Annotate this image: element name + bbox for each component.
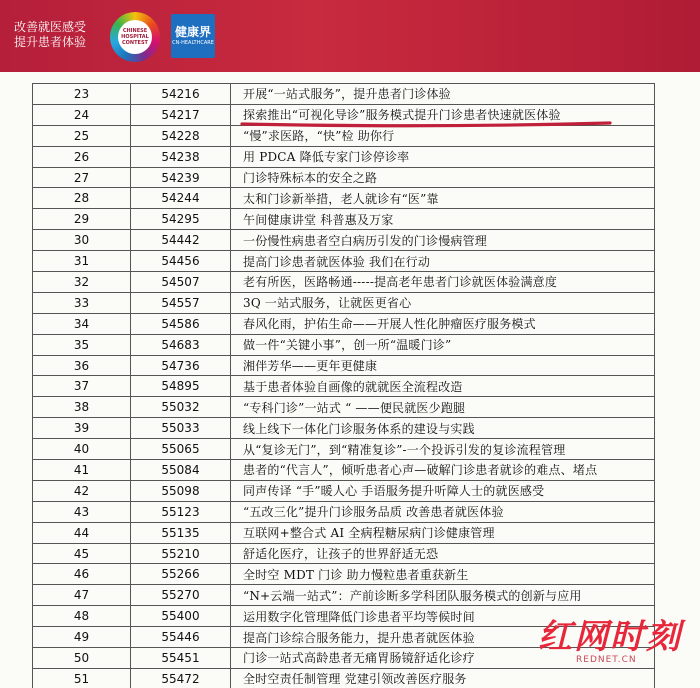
row-number: 33	[33, 292, 131, 313]
row-number: 46	[33, 564, 131, 585]
row-code: 55472	[131, 668, 231, 688]
row-number: 24	[33, 104, 131, 125]
row-code: 55270	[131, 585, 231, 606]
row-code: 55033	[131, 418, 231, 439]
table-row	[33, 334, 655, 355]
entries-table-body	[33, 84, 655, 688]
row-number: 39	[33, 418, 131, 439]
row-title: 互联网+整合式 AI 全病程糖尿病门诊健康管理	[231, 522, 655, 543]
row-code: 54228	[131, 125, 231, 146]
row-number: 23	[33, 84, 131, 105]
row-title: 探索推出“可视化导诊”服务模式提升门诊患者快速就医体验	[231, 104, 655, 125]
row-title: “专科门诊”一站式 “ ——便民就医少跑腿	[231, 397, 655, 418]
row-number: 45	[33, 543, 131, 564]
row-number: 47	[33, 585, 131, 606]
rednet-watermark	[538, 617, 690, 677]
row-code: 55098	[131, 480, 231, 501]
row-title: 同声传译 “手”暖人心 手语服务提升听障人士的就医感受	[231, 480, 655, 501]
row-number: 28	[33, 188, 131, 209]
slogan-line-1: 改善就医感受	[14, 20, 87, 34]
row-title: 一份慢性病患者空白病历引发的门诊慢病管理	[231, 230, 655, 251]
row-title: 午间健康讲堂 科普惠及万家	[231, 209, 655, 230]
row-code: 55400	[131, 606, 231, 627]
row-title: 老有所医，医路畅通-----提高老年患者门诊就医体验满意度	[231, 272, 655, 293]
watermark-main: 红网时刻	[538, 617, 682, 657]
row-code: 55065	[131, 439, 231, 460]
table-row	[33, 251, 655, 272]
jiankangjie-logo-sub: CN-HEALTHCARE	[172, 40, 214, 46]
table-row	[33, 564, 655, 585]
row-title: 门诊特殊标本的安全之路	[231, 167, 655, 188]
row-title: 全时空 MDT 门诊 助力慢粒患者重获新生	[231, 564, 655, 585]
row-code: 55123	[131, 501, 231, 522]
row-number: 26	[33, 146, 131, 167]
row-number: 50	[33, 648, 131, 669]
row-number: 34	[33, 313, 131, 334]
row-title: “五改三化”提升门诊服务品质 改善患者就医体验	[231, 501, 655, 522]
row-number: 35	[33, 334, 131, 355]
table-row	[33, 230, 655, 251]
table-row	[33, 292, 655, 313]
row-code: 55032	[131, 397, 231, 418]
row-number: 44	[33, 522, 131, 543]
row-code: 54557	[131, 292, 231, 313]
table-row	[33, 84, 655, 105]
table-row	[33, 439, 655, 460]
row-number: 32	[33, 272, 131, 293]
table-row	[33, 167, 655, 188]
row-title: 舒适化医疗，让孩子的世界舒适无恐	[231, 543, 655, 564]
row-code: 54683	[131, 334, 231, 355]
table-row	[33, 376, 655, 397]
row-number: 31	[33, 251, 131, 272]
table-row	[33, 209, 655, 230]
table-row	[33, 460, 655, 481]
table-row	[33, 313, 655, 334]
watermark-sub: REDNET.CN	[576, 655, 637, 665]
row-number: 29	[33, 209, 131, 230]
row-title: 患者的“代言人”，倾听患者心声—破解门诊患者就诊的难点、堵点	[231, 460, 655, 481]
row-title: 春风化雨，护佑生命——开展人性化肿瘤医疗服务模式	[231, 313, 655, 334]
row-number: 41	[33, 460, 131, 481]
row-title: 线上线下一体化门诊服务体系的建设与实践	[231, 418, 655, 439]
row-title: 运用数字化管理降低门诊患者平均等候时间	[231, 606, 655, 627]
row-code: 54295	[131, 209, 231, 230]
row-title: “N+云端一站式”：产前诊断多学科团队服务模式的创新与应用	[231, 585, 655, 606]
row-title: 从“复诊无门”，到“精准复诊”-一个投诉引发的复诊流程管理	[231, 439, 655, 460]
table-row	[33, 397, 655, 418]
jiankangjie-logo	[171, 14, 215, 58]
row-title: 太和门诊新举措，老人就诊有“医”靠	[231, 188, 655, 209]
row-number: 48	[33, 606, 131, 627]
row-title: 门诊一站式高龄患者无痛胃肠镜舒适化诊疗	[231, 648, 655, 669]
slogan-line-2: 提升患者体验	[14, 35, 87, 49]
row-code: 54507	[131, 272, 231, 293]
hospital-contest-logo	[110, 12, 160, 62]
table-row	[33, 585, 655, 606]
hospital-contest-logo-text: CHINESE HOSPITAL CONTEST	[118, 20, 152, 54]
row-title: 湘伴芳华——更年更健康	[231, 355, 655, 376]
row-code: 54895	[131, 376, 231, 397]
row-code: 54216	[131, 84, 231, 105]
row-code: 54238	[131, 146, 231, 167]
row-code: 54586	[131, 313, 231, 334]
row-number: 27	[33, 167, 131, 188]
row-code: 54239	[131, 167, 231, 188]
table-row	[33, 522, 655, 543]
row-code: 54456	[131, 251, 231, 272]
row-number: 36	[33, 355, 131, 376]
entries-table	[32, 83, 655, 688]
table-row	[33, 480, 655, 501]
row-title: 提高门诊综合服务能力，提升患者就医体验	[231, 627, 655, 648]
row-number: 43	[33, 501, 131, 522]
row-number: 51	[33, 668, 131, 688]
row-title: 开展“一站式服务”，提升患者门诊体验	[231, 84, 655, 105]
row-code: 55084	[131, 460, 231, 481]
table-row	[33, 543, 655, 564]
table-row	[33, 272, 655, 293]
row-code: 55135	[131, 522, 231, 543]
table-row	[33, 355, 655, 376]
row-code: 55210	[131, 543, 231, 564]
row-number: 40	[33, 439, 131, 460]
row-code: 54442	[131, 230, 231, 251]
highlight-underline	[240, 119, 612, 129]
row-title: 3Q 一站式服务，让就医更省心	[231, 292, 655, 313]
row-title: 全时空责任制管理 党建引领改善医疗服务	[231, 668, 655, 688]
table-row	[33, 418, 655, 439]
table-row	[33, 188, 655, 209]
row-title: 做一件“关键小事”，创一所“温暖门诊”	[231, 334, 655, 355]
row-code: 55451	[131, 648, 231, 669]
row-title: “慢”求医路，“快”检 助你行	[231, 125, 655, 146]
row-number: 30	[33, 230, 131, 251]
row-code: 55446	[131, 627, 231, 648]
jiankangjie-logo-main: 健康界	[174, 25, 211, 39]
banner-slogan	[14, 20, 86, 50]
row-code: 54244	[131, 188, 231, 209]
row-code: 54736	[131, 355, 231, 376]
table-row	[33, 146, 655, 167]
row-title: 基于患者体验自画像的就就医全流程改造	[231, 376, 655, 397]
row-code: 55266	[131, 564, 231, 585]
header-banner	[0, 0, 700, 72]
row-number: 49	[33, 627, 131, 648]
row-code: 54217	[131, 104, 231, 125]
table-row	[33, 501, 655, 522]
row-number: 25	[33, 125, 131, 146]
document-sheet	[32, 83, 680, 688]
row-number: 38	[33, 397, 131, 418]
row-title: 用 PDCA 降低专家门诊停诊率	[231, 146, 655, 167]
row-number: 42	[33, 480, 131, 501]
row-number: 37	[33, 376, 131, 397]
row-title: 提高门诊患者就医体验 我们在行动	[231, 251, 655, 272]
